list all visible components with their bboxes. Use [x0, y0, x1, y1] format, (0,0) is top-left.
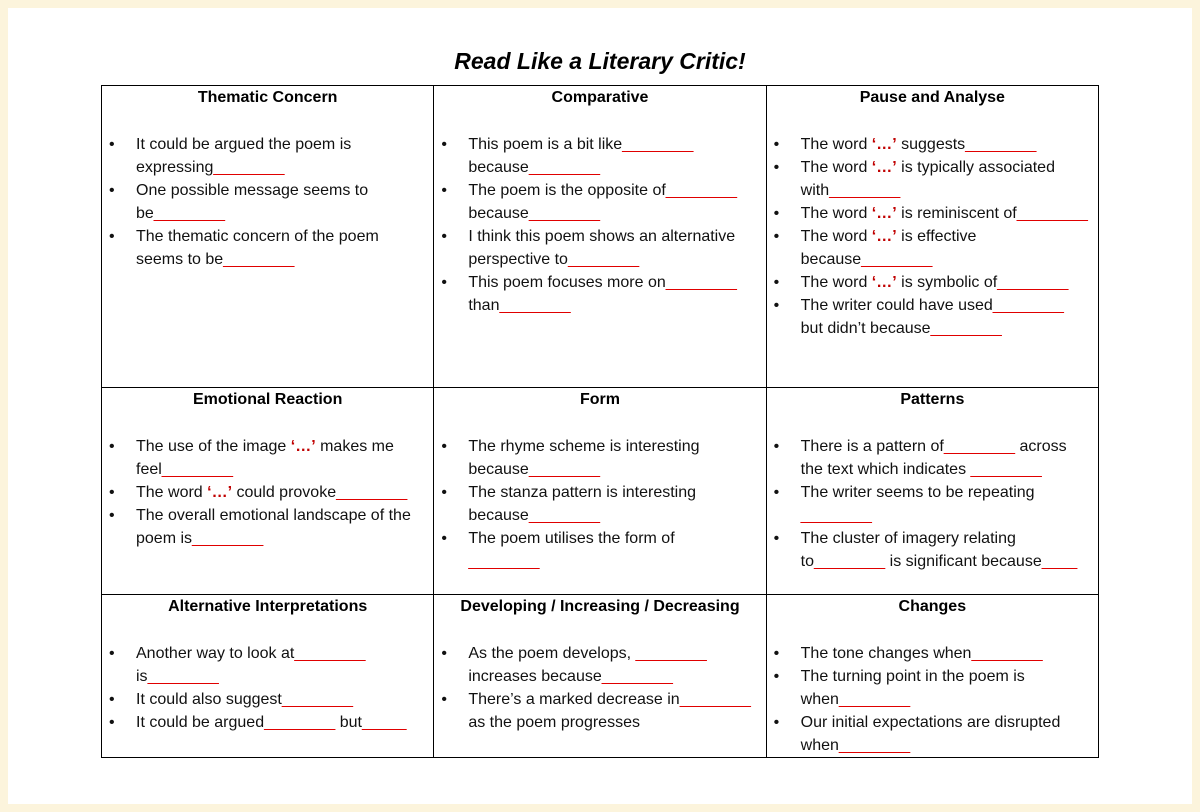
prompt-item: • The thematic concern of the poem seems to be________ — [136, 225, 425, 271]
prompt-grid — [101, 85, 1099, 758]
prompt-item: • The turning point in the poem is when________ — [801, 665, 1090, 711]
prompt-list — [102, 133, 433, 271]
prompt-item: • The word ‘…’ could provoke________ — [136, 481, 425, 504]
prompt-item: • The stanza pattern is interesting because________ — [468, 481, 757, 527]
prompt-item: • Another way to look at________ is________ — [136, 642, 425, 688]
prompt-item: • The word ‘…’ is typically associated with________ — [801, 156, 1090, 202]
prompt-item: • This poem is a bit like________ because________ — [468, 133, 757, 179]
prompt-item: • The word ‘…’ is symbolic of________ — [801, 271, 1090, 294]
cell-heading: Pause and Analyse — [859, 89, 1005, 106]
cell-comparative — [434, 86, 766, 388]
prompt-list — [767, 435, 1098, 573]
cell-form — [434, 388, 766, 595]
cell-heading: Patterns — [900, 391, 965, 408]
prompt-item: • As the poem develops, ________ increases because________ — [468, 642, 757, 688]
cell-heading: Comparative — [551, 89, 649, 106]
prompt-list — [102, 435, 433, 550]
prompt-item: • This poem focuses more on________ than________ — [468, 271, 757, 317]
prompt-item: • The use of the image ‘…’ makes me feel________ — [136, 435, 425, 481]
prompt-item: • The poem is the opposite of________ because________ — [468, 179, 757, 225]
prompt-list — [102, 642, 433, 734]
cell-alternative-interpretations — [102, 595, 434, 758]
prompt-list — [767, 642, 1098, 757]
prompt-list — [434, 435, 765, 573]
prompt-item: • The word ‘…’ is effective because________ — [801, 225, 1090, 271]
prompt-item: • One possible message seems to be________ — [136, 179, 425, 225]
prompt-item: • The word ‘…’ suggests________ — [801, 133, 1090, 156]
prompt-item: • I think this poem shows an alternative perspective to________ — [468, 225, 757, 271]
prompt-list — [767, 133, 1098, 340]
cell-thematic-concern — [102, 86, 434, 388]
prompt-list — [434, 642, 765, 734]
cell-emotional-reaction — [102, 388, 434, 595]
prompt-item: • The writer could have used________ but didn’t because________ — [801, 294, 1090, 340]
cell-heading: Form — [579, 391, 620, 408]
prompt-item: • The word ‘…’ is reminiscent of________ — [801, 202, 1090, 225]
prompt-item: • Our initial expectations are disrupted when________ — [801, 711, 1090, 757]
cell-developing-increasing-decreasing — [434, 595, 766, 758]
prompt-item: • The writer seems to be repeating ________ — [801, 481, 1090, 527]
cell-heading: Emotional Reaction — [192, 391, 343, 408]
prompt-item: • It could also suggest________ — [136, 688, 425, 711]
cell-changes — [766, 595, 1098, 758]
prompt-item: • The rhyme scheme is interesting because________ — [468, 435, 757, 481]
prompt-item: • There’s a marked decrease in________ as the poem progresses — [468, 688, 757, 734]
cell-heading: Changes — [898, 598, 967, 615]
prompt-item: • The cluster of imagery relating to________ is significant because____ — [801, 527, 1090, 573]
prompt-item: • The poem utilises the form of ________ — [468, 527, 757, 573]
cell-patterns — [766, 388, 1098, 595]
cell-heading: Alternative Interpretations — [168, 598, 368, 615]
prompt-list — [434, 133, 765, 317]
cell-heading: Thematic Concern — [197, 89, 338, 106]
prompt-item: • The overall emotional landscape of the poem is________ — [136, 504, 425, 550]
prompt-item: • There is a pattern of________ across the text which indicates ________ — [801, 435, 1090, 481]
prompt-item: • It could be argued the poem is expressing________ — [136, 133, 425, 179]
prompt-item: • The tone changes when________ — [801, 642, 1090, 665]
prompt-item: • It could be argued________ but_____ — [136, 711, 425, 734]
cell-pause-and-analyse — [766, 86, 1098, 388]
cell-heading: Developing / Increasing / Decreasing — [460, 598, 740, 615]
worksheet-title: Read Like a Literary Critic! — [454, 48, 746, 74]
